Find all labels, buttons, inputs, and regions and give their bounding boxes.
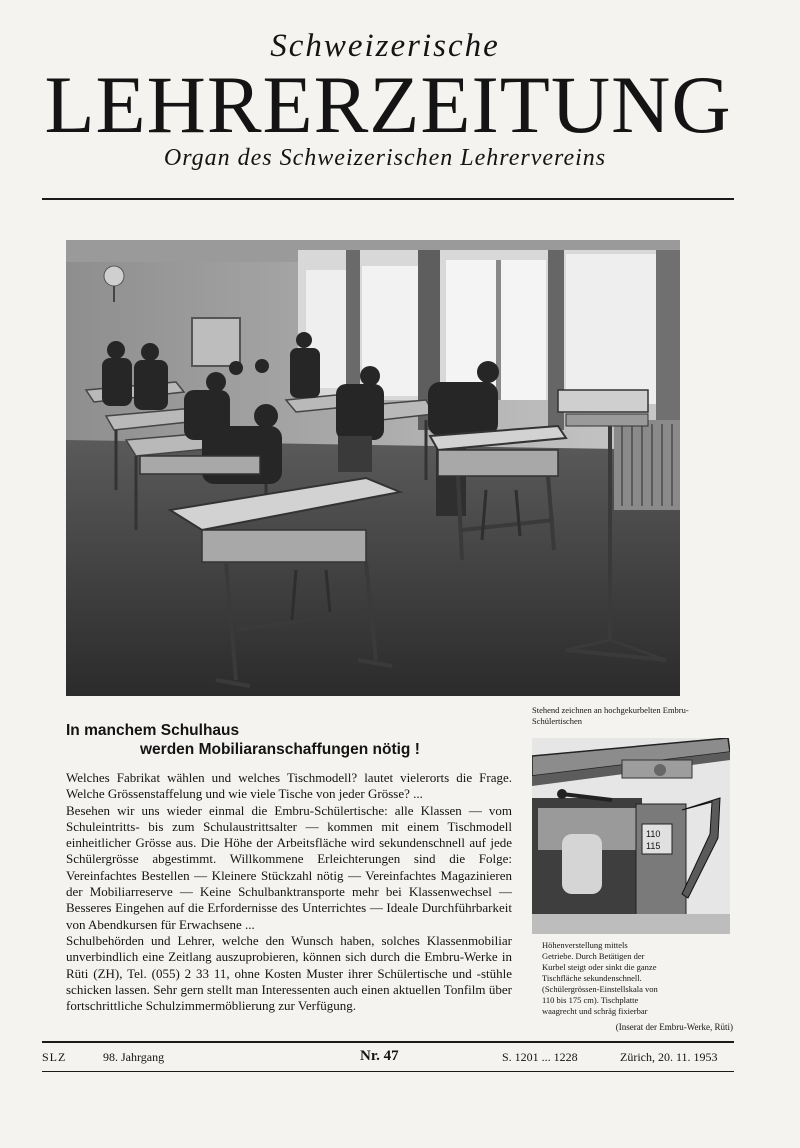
article-headline-1: In manchem Schulhaus — [66, 722, 240, 739]
article-headline-2: werden Mobiliaranschaffungen nötig ! — [140, 741, 420, 758]
footer-seiten: S. 1201 ... 1228 — [502, 1050, 578, 1064]
masthead-subtitle: Schweizerische — [270, 28, 500, 64]
footer-nummer: Nr. 47 — [360, 1048, 399, 1064]
article-paragraph-1: Welches Fabrikat wählen und welches Tischmodell? lautet vielerorts die Frage. Welche Grössenstaffelung und wie viele Tische von jeder Grösse? ... — [66, 770, 512, 802]
masthead-rule — [42, 198, 734, 200]
scale-label-115: 115 — [646, 841, 661, 851]
footer-rule-bottom — [42, 1071, 734, 1072]
caption-bottom: Höhenverstellung mittels Getriebe. Durch Betätigen der Kurbel steigt oder sinkt die ganze Tischfläche sekundenschnell. (Schülergrössen-Einstellskala von 110 bis 175 cm). Tischplatte waagrecht und schräg fixierbar — [542, 940, 658, 1016]
masthead-organ: Organ des Schweizerischen Lehrervereins — [163, 145, 607, 171]
masthead-title: LEHRERZEITUNG — [44, 59, 732, 150]
footer-jahrgang: 98. Jahrgang — [103, 1050, 165, 1064]
article-paragraph-2: Besehen wir uns wieder einmal die Embru-Schülertische: alle Klassen — vom Schuleintritts- bis zum Schulaustrittsalter — kommen mit einem Tischmodell einheitlicher Grösse aus. Die Höhe der Arbeitsfläche wird sekundenschnell auf jede Schülergrösse abgestimmt. Willkommene Erleichterungen sind die Folge: Vereinfachtes Bestellen — Kleinere Stückzahl nötig — Vereinfachtes Magazinieren der Mobiliarreserve — Keine Schulbanktransporte mehr bei Klassenwechsel — Besseres Eingehen auf die Erfordernisse des Unterrichtes — Ideale Durchführbarkeit von Abendkursen für Erwachsene ... — [66, 802, 512, 932]
classroom-photo — [66, 240, 680, 696]
inserat-credit: (Inserat der Embru-Werke, Rüti) — [615, 1022, 733, 1032]
caption-top: Stehend zeichnen an hochgekurbelten Embru-Schülertischen — [532, 705, 689, 726]
scale-label-110: 110 — [646, 829, 661, 839]
footer-datum: Zürich, 20. 11. 1953 — [620, 1050, 718, 1064]
footer-slz: SLZ — [42, 1050, 67, 1064]
footer-rule-top — [42, 1041, 734, 1043]
article-body — [66, 770, 512, 1014]
detail-photo — [532, 738, 730, 934]
article-paragraph-3: Schulbehörden und Lehrer, welche den Wunsch haben, solches Klassenmobiliar unverbindlich eine Zeitlang auszuprobieren, können sich durch die Embru-Werke in Rüti (ZH), Tel. (055) 2 33 11, ohne Kosten Muster ihrer Schülertische und -stühle schicken lassen. Sehr gern stellt man Interessenten auch einen aktuellen Tonfilm über fortschrittliche Schulzimmermöblierung zur Verfügung. — [66, 932, 512, 1014]
